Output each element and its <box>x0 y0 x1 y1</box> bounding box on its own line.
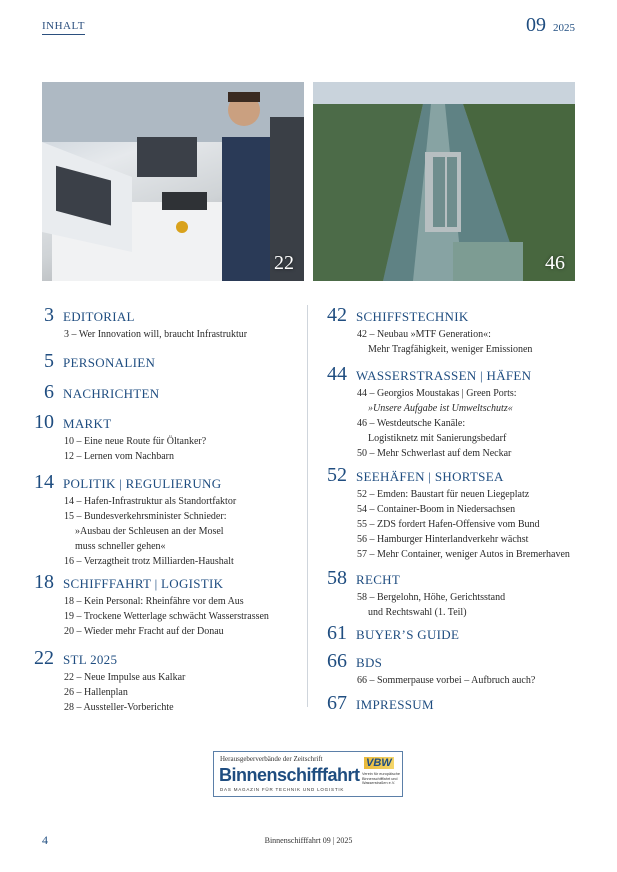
toc-section-stl[interactable] <box>32 647 185 715</box>
toc-entry[interactable] <box>357 416 531 446</box>
footer-magazine-title: Binnenschifffahrt 09 | 2025 <box>264 836 353 845</box>
vbw-description: Verein für europäische Binnenschifffahrt und Wasserstraßen e.V. <box>362 772 400 786</box>
toc-entry-continuation: Mehr Tragfähigkeit, weniger Emissionen <box>368 344 533 355</box>
toc-entry-text: 58 – Bergelohn, Höhe, Gerichtsstand <box>357 592 506 603</box>
toc-entry[interactable]: 54 – Container-Boom in Niedersachsen <box>357 504 516 515</box>
toc-section-editorial[interactable] <box>32 304 247 342</box>
toc-entry-text: 44 – Georgios Moustakas | Green Ports: <box>357 388 517 399</box>
toc-section-seehaefen[interactable] <box>325 464 570 562</box>
toc-section-schiffstechnik[interactable] <box>325 304 532 357</box>
toc-section-politik[interactable] <box>32 471 236 569</box>
toc-section-schifffahrt[interactable] <box>32 571 269 639</box>
toc-entry[interactable]: 26 – Hallenplan <box>64 687 128 698</box>
toc-entry[interactable]: 52 – Emden: Baustart für neuen Liegeplatz <box>357 489 530 500</box>
section-page-number: 52 <box>327 464 347 486</box>
toc-entry-text: 46 – Westdeutsche Kanäle: <box>357 418 466 429</box>
toc-entry[interactable]: 50 – Mehr Schwerlast auf dem Neckar <box>357 448 512 459</box>
toc-entry-continuation: »Ausbau der Schleusen an der Mosel <box>75 526 224 537</box>
toc-entry-continuation: »Unsere Aufgabe ist Umweltschutz« <box>368 403 513 414</box>
toc-entry[interactable]: 55 – ZDS fordert Hafen-Offensive vom Bund <box>357 519 540 530</box>
section-label: INHALT <box>42 20 85 35</box>
section-page-number: 6 <box>44 381 54 403</box>
section-title: SEEHÄFEN | SHORTSEA <box>356 469 504 484</box>
logo-tagline: DAS MAGAZIN FÜR TECHNIK UND LOGISTIK <box>220 787 345 792</box>
section-page-number: 14 <box>34 471 54 493</box>
toc-entry[interactable]: 28 – Aussteller-Vorberichte <box>64 702 174 713</box>
toc-section-recht[interactable] <box>325 567 505 620</box>
section-page-number: 10 <box>34 411 54 433</box>
toc-entry[interactable] <box>357 386 531 416</box>
toc-entry[interactable]: 16 – Verzagtheit trotz Milliarden-Haushalt <box>64 556 234 567</box>
toc-entry[interactable]: 20 – Wieder mehr Fracht auf der Donau <box>64 626 224 637</box>
toc-section-personalien[interactable] <box>32 350 155 373</box>
section-title: SCHIFFSTECHNIK <box>356 309 469 324</box>
toc-entry[interactable]: 57 – Mehr Container, weniger Autos in Bremerhaven <box>357 549 570 560</box>
toc-entry-continuation: muss schneller gehen« <box>75 541 166 552</box>
toc-entry[interactable]: 18 – Kein Personal: Rheinfähre vor dem Aus <box>64 596 244 607</box>
section-title: STL 2025 <box>63 652 118 667</box>
section-title: BDS <box>356 655 383 670</box>
toc-entry[interactable] <box>357 590 505 620</box>
toc-section-wasserstrassen[interactable] <box>325 363 531 461</box>
issue-year: 2025 <box>553 22 575 34</box>
logo-wordmark: Binnenschifffahrt <box>219 765 360 785</box>
section-page-number: 58 <box>327 567 347 589</box>
section-title: BUYER’S GUIDE <box>356 627 460 642</box>
section-page-number: 22 <box>34 647 54 669</box>
section-title: RECHT <box>356 572 401 587</box>
toc-entry[interactable]: 19 – Trockene Wetterlage schwächt Wasserstrassen <box>64 611 269 622</box>
vbw-logo-icon: VBW <box>366 757 392 769</box>
logo-pretitle: Herausgeberverbände der Zeitschrift <box>220 755 323 763</box>
photo-canal-illustration <box>313 82 575 281</box>
toc-entry-text: 42 – Neubau »MTF Generation«: <box>357 329 491 340</box>
section-page-number: 67 <box>327 692 347 714</box>
section-title: IMPRESSUM <box>356 697 434 712</box>
issue-number: 09 <box>526 14 546 36</box>
section-page-number: 44 <box>327 363 347 385</box>
photo-page-number: 22 <box>274 252 294 274</box>
section-page-number: 61 <box>327 622 347 644</box>
toc-section-buyers-guide[interactable] <box>325 622 459 645</box>
toc-entry[interactable]: 14 – Hafen-Infrastruktur als Standortfaktor <box>64 496 237 507</box>
section-page-number: 66 <box>327 650 347 672</box>
toc-section-bds[interactable] <box>325 650 535 688</box>
toc-entry[interactable]: 56 – Hamburger Hinterlandverkehr wächst <box>357 534 529 545</box>
section-title: WASSERSTRASSEN | HÄFEN <box>356 368 532 383</box>
toc-entry[interactable] <box>64 509 236 554</box>
toc-entry-text: 15 – Bundesverkehrsminister Schnieder: <box>64 511 227 522</box>
issue-badge <box>526 14 575 37</box>
page-number: 4 <box>42 833 48 847</box>
section-title: PERSONALIEN <box>63 355 156 370</box>
section-page-number: 5 <box>44 350 54 372</box>
toc-entry[interactable]: 22 – Neue Impulse aus Kalkar <box>64 672 186 683</box>
photo-page-number: 46 <box>545 252 565 274</box>
toc-section-nachrichten[interactable] <box>32 381 159 404</box>
section-title: SCHIFFFAHRT | LOGISTIK <box>63 576 224 591</box>
section-title: NACHRICHTEN <box>63 386 160 401</box>
section-page-number: 3 <box>44 304 54 326</box>
section-title: MARKT <box>63 416 112 431</box>
toc-entry[interactable]: 10 – Eine neue Route für Öltanker? <box>64 436 207 447</box>
toc-section-markt[interactable] <box>32 411 206 464</box>
section-page-number: 18 <box>34 571 54 593</box>
section-title: POLITIK | REGULIERUNG <box>63 476 222 491</box>
photo-trade-fair[interactable] <box>42 82 304 281</box>
toc-entry[interactable]: 12 – Lernen vom Nachbarn <box>64 451 174 462</box>
section-page-number: 42 <box>327 304 347 326</box>
toc-entry-continuation: und Rechtswahl (1. Teil) <box>368 607 467 618</box>
toc-entry[interactable]: 66 – Sommerpause vorbei – Aufbruch auch? <box>357 675 536 686</box>
toc-entry-continuation: Logistiknetz mit Sanierungsbedarf <box>368 433 507 444</box>
section-title: EDITORIAL <box>63 309 135 324</box>
photo-canal-lock[interactable] <box>313 82 575 281</box>
photo-trade-fair-illustration <box>42 82 304 281</box>
column-divider <box>307 305 308 707</box>
publisher-logo <box>213 751 403 797</box>
toc-entry[interactable]: 3 – Wer Innovation will, braucht Infrastruktur <box>64 329 248 340</box>
toc-section-impressum[interactable] <box>325 692 434 715</box>
toc-entry[interactable] <box>357 327 532 357</box>
